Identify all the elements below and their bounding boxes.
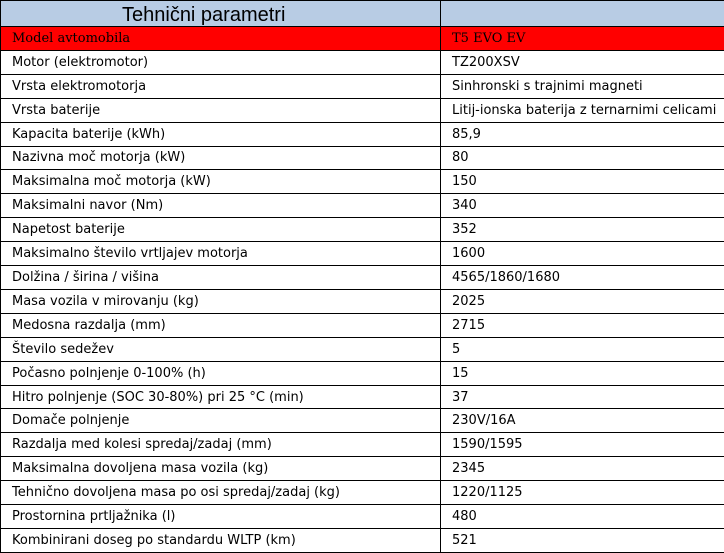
row-value: 2715	[441, 313, 724, 337]
title-empty-cell	[441, 1, 724, 27]
row-label: Hitro polnjenje (SOC 30-80%) pri 25 °C (min)	[1, 385, 441, 409]
header-value: T5 EVO EV	[441, 26, 724, 50]
row-label: Maksimalni navor (Nm)	[1, 194, 441, 218]
row-label: Razdalja med kolesi spredaj/zadaj (mm)	[1, 433, 441, 457]
table-row	[1, 194, 724, 218]
row-value: 4565/1860/1680	[441, 266, 724, 290]
row-label: Število sedežev	[1, 337, 441, 361]
table-row	[1, 313, 724, 337]
row-label: Počasno polnjenje 0-100% (h)	[1, 361, 441, 385]
row-value: 1220/1125	[441, 481, 724, 505]
row-value: 352	[441, 218, 724, 242]
table-row	[1, 529, 724, 553]
row-label: Prostornina prtljažnika (l)	[1, 505, 441, 529]
header-label: Model avtomobila	[1, 26, 441, 50]
table-title: Tehnični parametri	[1, 1, 441, 27]
table-row	[1, 361, 724, 385]
table-row	[1, 242, 724, 266]
table-row	[1, 505, 724, 529]
table-row	[1, 385, 724, 409]
table-row	[1, 266, 724, 290]
row-value: 15	[441, 361, 724, 385]
table-row	[1, 74, 724, 98]
table-row	[1, 170, 724, 194]
row-label: Domače polnjenje	[1, 409, 441, 433]
row-label: Maksimalna dovoljena masa vozila (kg)	[1, 457, 441, 481]
table-row	[1, 337, 724, 361]
row-label: Motor (elektromotor)	[1, 50, 441, 74]
table-row	[1, 433, 724, 457]
row-value: 1600	[441, 242, 724, 266]
row-label: Vrsta baterije	[1, 98, 441, 122]
row-value: Litij-ionska baterija z ternarnimi celicami	[441, 98, 724, 122]
row-label: Napetost baterije	[1, 218, 441, 242]
row-label: Maksimalna moč motorja (kW)	[1, 170, 441, 194]
row-value: 150	[441, 170, 724, 194]
row-value: 37	[441, 385, 724, 409]
row-label: Dolžina / širina / višina	[1, 266, 441, 290]
table-row	[1, 409, 724, 433]
row-value: 230V/16A	[441, 409, 724, 433]
table-row	[1, 50, 724, 74]
table-row	[1, 146, 724, 170]
row-value: Sinhronski s trajnimi magneti	[441, 74, 724, 98]
row-label: Maksimalno število vrtljajev motorja	[1, 242, 441, 266]
title-row	[1, 1, 724, 27]
row-label: Medosna razdalja (mm)	[1, 313, 441, 337]
table-row	[1, 289, 724, 313]
row-value: 2025	[441, 289, 724, 313]
row-value: 480	[441, 505, 724, 529]
row-value: 2345	[441, 457, 724, 481]
row-value: TZ200XSV	[441, 50, 724, 74]
row-label: Kapacita baterije (kWh)	[1, 122, 441, 146]
table-row	[1, 122, 724, 146]
row-label: Vrsta elektromotorja	[1, 74, 441, 98]
row-label: Tehnično dovoljena masa po osi spredaj/zadaj (kg)	[1, 481, 441, 505]
row-label: Masa vozila v mirovanju (kg)	[1, 289, 441, 313]
row-value: 5	[441, 337, 724, 361]
table-row	[1, 481, 724, 505]
table-row	[1, 218, 724, 242]
row-value: 1590/1595	[441, 433, 724, 457]
row-value: 521	[441, 529, 724, 553]
row-label: Kombinirani doseg po standardu WLTP (km)	[1, 529, 441, 553]
row-value: 80	[441, 146, 724, 170]
row-label: Nazivna moč motorja (kW)	[1, 146, 441, 170]
row-value: 85,9	[441, 122, 724, 146]
header-row	[1, 26, 724, 50]
row-value: 340	[441, 194, 724, 218]
table-row	[1, 457, 724, 481]
table-row	[1, 98, 724, 122]
